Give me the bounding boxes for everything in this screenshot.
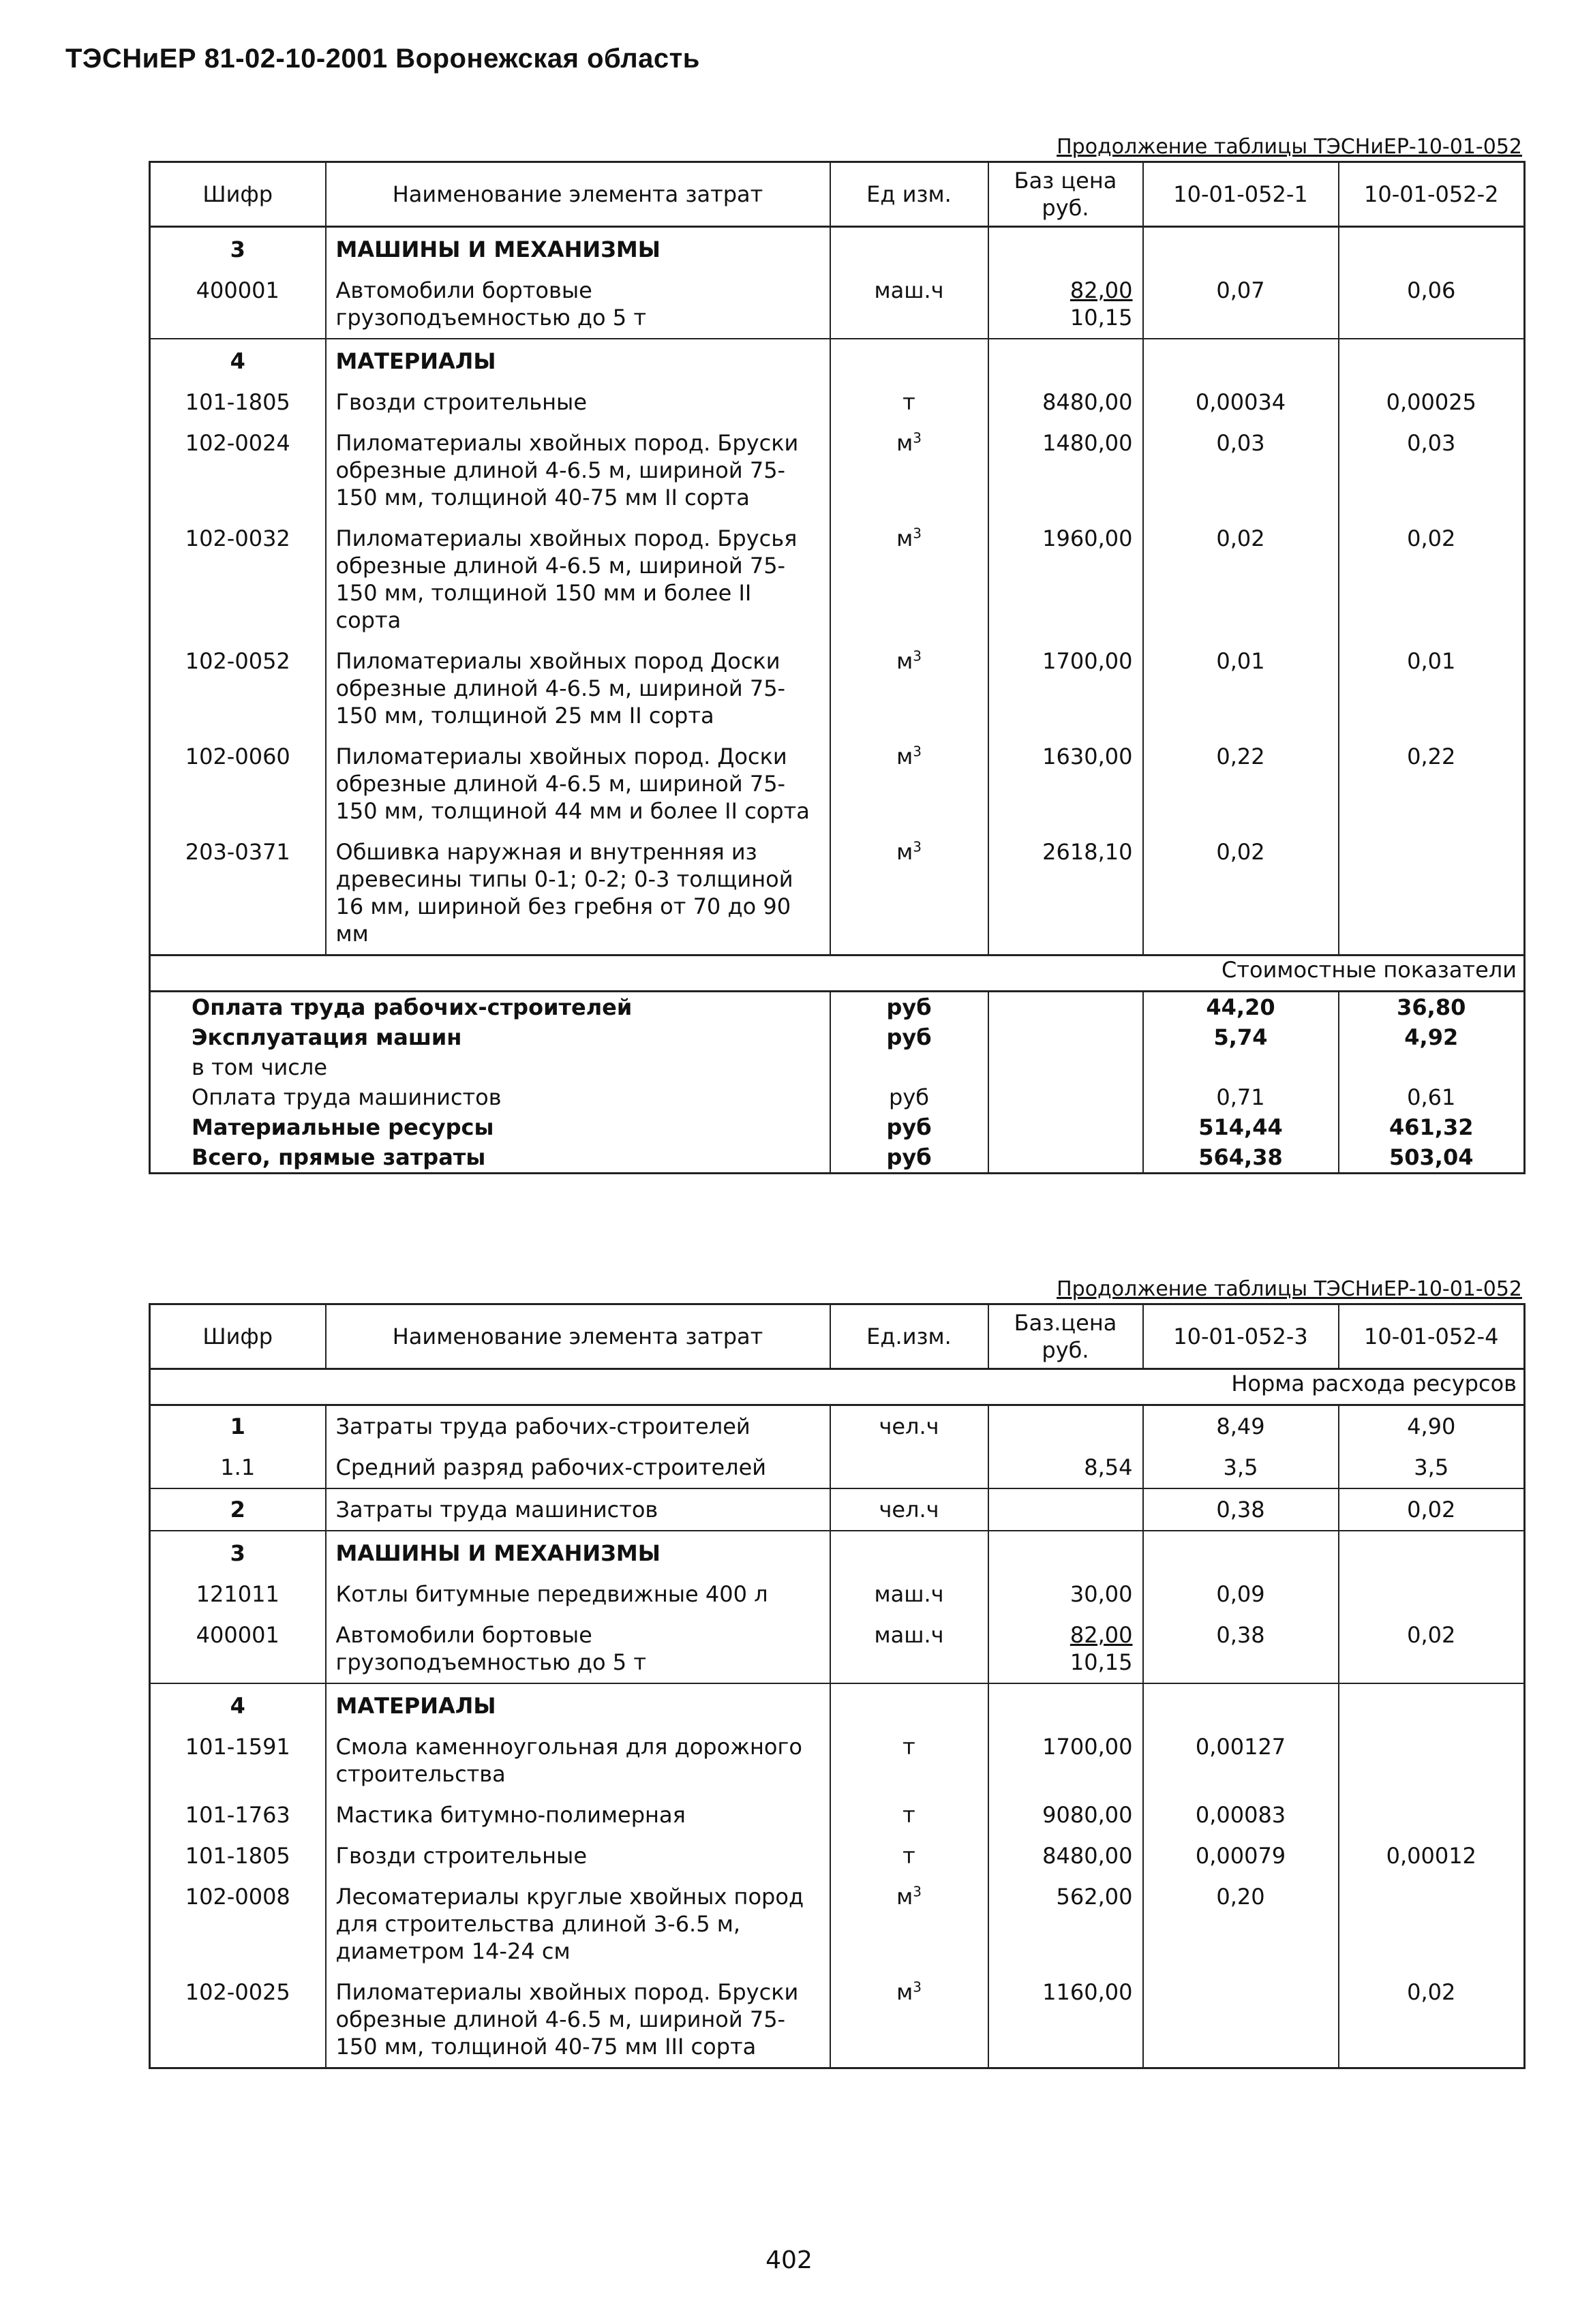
row-value-1: 0,20 (1143, 1876, 1339, 1972)
cost-unit: руб (830, 992, 988, 1023)
row-code: 101-1805 (185, 389, 290, 415)
cost-value-2: 503,04 (1339, 1142, 1525, 1174)
row-unit: $м^3$ (830, 518, 988, 641)
header-unit: Ед.изм. (830, 1304, 988, 1369)
row-value-2: 0,02 (1339, 518, 1525, 641)
row-code: 400001 (196, 1622, 279, 1648)
header-col1: 10-01-052-3 (1143, 1304, 1339, 1369)
section-row (150, 1531, 1525, 1574)
table-row (150, 1835, 1525, 1876)
empty-cell (1143, 227, 1339, 271)
row-code: 102-0024 (185, 430, 290, 456)
row-unit: т (830, 1835, 988, 1876)
empty-cell (1143, 1683, 1339, 1726)
table-row (150, 1794, 1525, 1835)
cost-name: Оплата труда рабочих-строителей (192, 994, 633, 1020)
row-unit: $м^3$ (830, 831, 988, 955)
cost-value-1: 514,44 (1143, 1112, 1339, 1142)
row-value-1: 3,5 (1143, 1447, 1339, 1488)
row-name: Смола каменноугольная для дорожного строительства (326, 1726, 830, 1794)
table1 (149, 161, 1526, 1174)
price-current: 82,00 (1069, 1622, 1133, 1648)
table-row (150, 518, 1525, 641)
section-title: МАШИНЫ И МЕХАНИЗМЫ (326, 1531, 830, 1574)
row-price: 1700,00 (988, 1726, 1143, 1794)
empty-cell (988, 992, 1143, 1023)
row-name: Пиломатериалы хвойных пород. Бруски обрезные длиной 4-6.5 м, шириной 75-150 мм, толщиной 40-75 мм II сорта (326, 423, 830, 518)
row-code: 203-0371 (185, 839, 290, 865)
empty-cell (988, 227, 1143, 271)
row-value-1: 0,02 (1143, 831, 1339, 955)
row-unit (830, 1447, 988, 1488)
row-price: 1960,00 (988, 518, 1143, 641)
table-row (150, 1615, 1525, 1683)
row-price: 562,00 (988, 1876, 1143, 1972)
row-price: 9080,00 (988, 1794, 1143, 1835)
row-code: 4 (150, 1683, 326, 1726)
row-value-2: 0,03 (1339, 423, 1525, 518)
empty-cell (988, 339, 1143, 382)
table1-continuation: Продолжение таблицы ТЭСНиЕР-10-01-052 (1057, 135, 1522, 159)
row-unit: чел.ч (830, 1405, 988, 1448)
row-name: Пиломатериалы хвойных пород. Доски обрезные длиной 4-6.5 м, шириной 75-150 мм, толщиной 44 мм и более II сорта (326, 736, 830, 831)
row-value-2: 0,02 (1339, 1488, 1525, 1531)
section-title: МАТЕРИАЛЫ (326, 339, 830, 382)
cost-row (150, 1052, 1525, 1082)
row-value-1: 0,07 (1143, 270, 1339, 339)
header-name: Наименование элемента затрат (326, 162, 830, 227)
header-code: Шифр (150, 162, 326, 227)
cost-name: Оплата труда машинистов (192, 1084, 502, 1110)
row-value-1: 0,01 (1143, 641, 1339, 736)
table-row (150, 1405, 1525, 1448)
cost-name: Эксплуатация машин (192, 1024, 462, 1050)
row-price: 1700,00 (988, 641, 1143, 736)
section-row (150, 227, 1525, 271)
row-code: 1 (230, 1413, 245, 1439)
row-value-1: 0,00127 (1143, 1726, 1339, 1794)
row-name: Мастика битумно-полимерная (326, 1794, 830, 1835)
empty-cell (830, 227, 988, 271)
row-value-2: 0,06 (1339, 270, 1525, 339)
row-value-2 (1339, 1726, 1525, 1794)
row-value-2: 0,22 (1339, 736, 1525, 831)
row-unit: $м^3$ (830, 1876, 988, 1972)
cost-name: Материальные ресурсы (192, 1114, 494, 1140)
row-value-2: 0,02 (1339, 1972, 1525, 2068)
row-code: 121011 (196, 1581, 279, 1607)
band-label: Стоимостные показатели (150, 955, 1525, 992)
empty-cell (1339, 227, 1525, 271)
row-price (988, 1488, 1143, 1531)
cost-unit: руб (830, 1112, 988, 1142)
header-unit: Ед изм. (830, 162, 988, 227)
row-code: 1.1 (220, 1454, 256, 1480)
row-unit: маш.ч (830, 1615, 988, 1683)
document-title: ТЭСНиЕР 81-02-10-2001 Воронежская область (65, 44, 700, 74)
cost-name: в том числе (192, 1054, 327, 1080)
price-wages: 10,15 (1069, 1649, 1133, 1675)
row-code: 102-0052 (185, 648, 290, 674)
cost-value-1: 5,74 (1143, 1022, 1339, 1052)
cost-value-2 (1339, 1052, 1525, 1082)
row-value-1: 0,00083 (1143, 1794, 1339, 1835)
row-name: Котлы битумные передвижные 400 л (326, 1574, 830, 1615)
table-row (150, 423, 1525, 518)
empty-cell (1339, 1683, 1525, 1726)
row-name: Пиломатериалы хвойных пород. Брусья обрезные длиной 4-6.5 м, шириной 75-150 мм, толщиной 150 мм и более II сорта (326, 518, 830, 641)
row-code: 101-1591 (185, 1734, 290, 1760)
table-row (150, 1447, 1525, 1488)
empty-cell (988, 1112, 1143, 1142)
row-name: Пиломатериалы хвойных пород. Бруски обрезные длиной 4-6.5 м, шириной 75-150 мм, толщиной 40-75 мм III сорта (326, 1972, 830, 2068)
header-price: Баз цена руб. (988, 162, 1143, 227)
row-unit: т (830, 1726, 988, 1794)
cost-value-1: 44,20 (1143, 992, 1339, 1023)
row-unit: $м^3$ (830, 641, 988, 736)
empty-cell (1143, 1531, 1339, 1574)
section-title: МАШИНЫ И МЕХАНИЗМЫ (326, 227, 830, 271)
page-number: 402 (765, 2246, 813, 2274)
cost-name: Всего, прямые затраты (192, 1144, 486, 1170)
row-code: 3 (230, 236, 245, 262)
table-row (150, 1574, 1525, 1615)
row-name: Затраты труда машинистов (326, 1488, 830, 1531)
empty-cell (988, 1052, 1143, 1082)
table-row (150, 270, 1525, 339)
cost-row (150, 1112, 1525, 1142)
row-price: 1160,00 (988, 1972, 1143, 2068)
row-unit: маш.ч (830, 270, 988, 339)
row-price: 8,54 (988, 1447, 1143, 1488)
price-current: 82,00 (1069, 277, 1133, 303)
row-name: Средний разряд рабочих-строителей (326, 1447, 830, 1488)
row-value-2 (1339, 1574, 1525, 1615)
row-code: 4 (150, 339, 326, 382)
row-name: Гвозди строительные (326, 1835, 830, 1876)
row-code: 102-0008 (185, 1884, 290, 1910)
row-price: 30,00 (988, 1574, 1143, 1615)
table-row (150, 1876, 1525, 1972)
row-name: Гвозди строительные (326, 382, 830, 423)
cost-unit: руб (830, 1022, 988, 1052)
header-col1: 10-01-052-1 (1143, 162, 1339, 227)
row-unit: т (830, 1794, 988, 1835)
cost-value-2: 0,61 (1339, 1082, 1525, 1112)
table-row (150, 1726, 1525, 1794)
header-col2: 10-01-052-4 (1339, 1304, 1525, 1369)
row-value-1 (1143, 1972, 1339, 2068)
row-name: Автомобили бортовые грузоподъемностью до 5 т (326, 1615, 830, 1683)
row-value-1: 0,38 (1143, 1488, 1339, 1531)
header-code: Шифр (150, 1304, 326, 1369)
row-value-1: 8,49 (1143, 1405, 1339, 1448)
row-price (988, 1405, 1143, 1448)
cost-unit: руб (830, 1082, 988, 1112)
row-price: 1480,00 (988, 423, 1143, 518)
price-wages: 10,15 (1069, 305, 1133, 331)
row-name: Автомобили бортовые грузоподъемностью до 5 т (326, 270, 830, 339)
empty-cell (830, 1683, 988, 1726)
row-value-2: 3,5 (1339, 1447, 1525, 1488)
cost-row (150, 1142, 1525, 1174)
cost-value-2: 4,92 (1339, 1022, 1525, 1052)
header-name: Наименование элемента затрат (326, 1304, 830, 1369)
row-unit: $м^3$ (830, 736, 988, 831)
row-value-1: 0,09 (1143, 1574, 1339, 1615)
cost-row (150, 992, 1525, 1023)
table-row (150, 382, 1525, 423)
table2-continuation: Продолжение таблицы ТЭСНиЕР-10-01-052 (1057, 1277, 1522, 1301)
cost-row (150, 1022, 1525, 1052)
table-row (150, 831, 1525, 955)
table-row (150, 1972, 1525, 2068)
section-title: МАТЕРИАЛЫ (326, 1683, 830, 1726)
empty-cell (988, 1683, 1143, 1726)
row-value-1: 0,00034 (1143, 382, 1339, 423)
row-unit: $м^3$ (830, 423, 988, 518)
cost-unit (830, 1052, 988, 1082)
table1-header-row (150, 162, 1525, 227)
row-value-2: 0,00012 (1339, 1835, 1525, 1876)
table-row (150, 641, 1525, 736)
row-code: 400001 (196, 277, 279, 303)
empty-cell (1143, 339, 1339, 382)
row-code: 2 (150, 1488, 326, 1531)
empty-cell (988, 1082, 1143, 1112)
row-unit: чел.ч (830, 1488, 988, 1531)
empty-cell (988, 1022, 1143, 1052)
row-name: Затраты труда рабочих-строителей (326, 1405, 830, 1448)
cost-row (150, 1082, 1525, 1112)
empty-cell (830, 339, 988, 382)
row-unit: маш.ч (830, 1574, 988, 1615)
row-unit: т (830, 382, 988, 423)
row-value-2 (1339, 1876, 1525, 1972)
cost-value-1 (1143, 1052, 1339, 1082)
band-label: Норма расхода ресурсов (150, 1369, 1525, 1405)
section-row (150, 1683, 1525, 1726)
row-price: 1630,00 (988, 736, 1143, 831)
row-value-2 (1339, 1794, 1525, 1835)
row-name: Обшивка наружная и внутренняя из древесины типы 0-1; 0-2; 0-3 толщиной 16 мм, шириной без гребня от 70 до 90 мм (326, 831, 830, 955)
row-price: 8480,00 (988, 382, 1143, 423)
row-value-2: 0,01 (1339, 641, 1525, 736)
table2-band-row (150, 1369, 1525, 1405)
row-price: 2618,10 (988, 831, 1143, 955)
row-value-2: 0,02 (1339, 1615, 1525, 1683)
row-value-1: 0,38 (1143, 1615, 1339, 1683)
header-col2: 10-01-052-2 (1339, 162, 1525, 227)
row-code: 3 (150, 1531, 326, 1574)
row-value-1: 0,00079 (1143, 1835, 1339, 1876)
empty-cell (1339, 339, 1525, 382)
row-value-2: 0,00025 (1339, 382, 1525, 423)
row-code: 102-0025 (185, 1979, 290, 2005)
row-code: 102-0060 (185, 744, 290, 769)
empty-cell (988, 1142, 1143, 1174)
cost-value-1: 0,71 (1143, 1082, 1339, 1112)
cost-value-2: 36,80 (1339, 992, 1525, 1023)
table2-header-row (150, 1304, 1525, 1369)
header-price: Баз.цена руб. (988, 1304, 1143, 1369)
cost-value-1: 564,38 (1143, 1142, 1339, 1174)
section-row (150, 339, 1525, 382)
row-unit: $м^3$ (830, 1972, 988, 2068)
row-price: 8480,00 (988, 1835, 1143, 1876)
table1-band-row (150, 955, 1525, 992)
row-value-2: 4,90 (1339, 1405, 1525, 1448)
row-code: 102-0032 (185, 525, 290, 551)
row-name: Лесоматериалы круглые хвойных пород для строительства длиной 3-6.5 м, диаметром 14-24 см (326, 1876, 830, 1972)
cost-value-2: 461,32 (1339, 1112, 1525, 1142)
row-price (988, 270, 1143, 339)
row-price (988, 1615, 1143, 1683)
row-code: 101-1805 (185, 1843, 290, 1869)
row-value-1: 0,03 (1143, 423, 1339, 518)
row-value-1: 0,02 (1143, 518, 1339, 641)
row-code: 101-1763 (185, 1802, 290, 1828)
row-value-2 (1339, 831, 1525, 955)
table-row (150, 1488, 1525, 1531)
empty-cell (1339, 1531, 1525, 1574)
cost-unit: руб (830, 1142, 988, 1174)
table-row (150, 736, 1525, 831)
empty-cell (830, 1531, 988, 1574)
empty-cell (988, 1531, 1143, 1574)
row-name: Пиломатериалы хвойных пород Доски обрезные длиной 4-6.5 м, шириной 75-150 мм, толщиной 25 мм II сорта (326, 641, 830, 736)
table2 (149, 1303, 1526, 2069)
row-value-1: 0,22 (1143, 736, 1339, 831)
